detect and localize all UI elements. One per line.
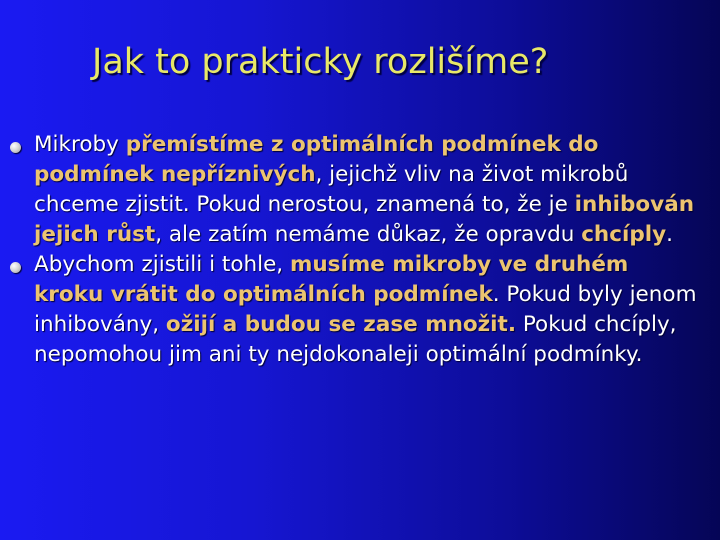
bullet-item-2 (0, 250, 720, 370)
bullet-list (0, 130, 720, 370)
bullet-emphasis: ožijí a budou se zase množit. (165, 312, 517, 337)
bullet-emphasis: musíme mikroby ve druhém kroku vrátit do optimálních podmínek (34, 252, 629, 307)
bullet-segment: , jejichž vliv na život mikrobů chceme zjistit. Pokud nerostou, znamená to, že je (34, 162, 629, 217)
bullet-segment: , ale zatím nemáme důkaz, že opravdu (155, 222, 582, 247)
bullet-item-1 (0, 130, 720, 250)
bullet-segment: . Pokud byly jenom inhibovány, (34, 282, 697, 337)
bullet-segment: . (666, 222, 673, 247)
bullet-segment: Mikroby (34, 132, 126, 157)
bullet-segment: Abychom zjistili i tohle, (34, 252, 290, 277)
bullet-dot-icon (10, 262, 21, 273)
slide-title: Jak to prakticky rozlišíme? (92, 42, 549, 82)
bullet-emphasis: přemístíme z optimálních podmínek do podmínek nepříznivých (34, 132, 599, 187)
bullet-segment: Pokud chcíply, nepomohou jim ani ty nejdokonaleji optimální podmínky. (34, 312, 677, 367)
bullet-emphasis: chcíply (581, 222, 667, 247)
bullet-dot-icon (10, 142, 21, 153)
bullet-emphasis: inhibován jejich růst (34, 192, 695, 247)
